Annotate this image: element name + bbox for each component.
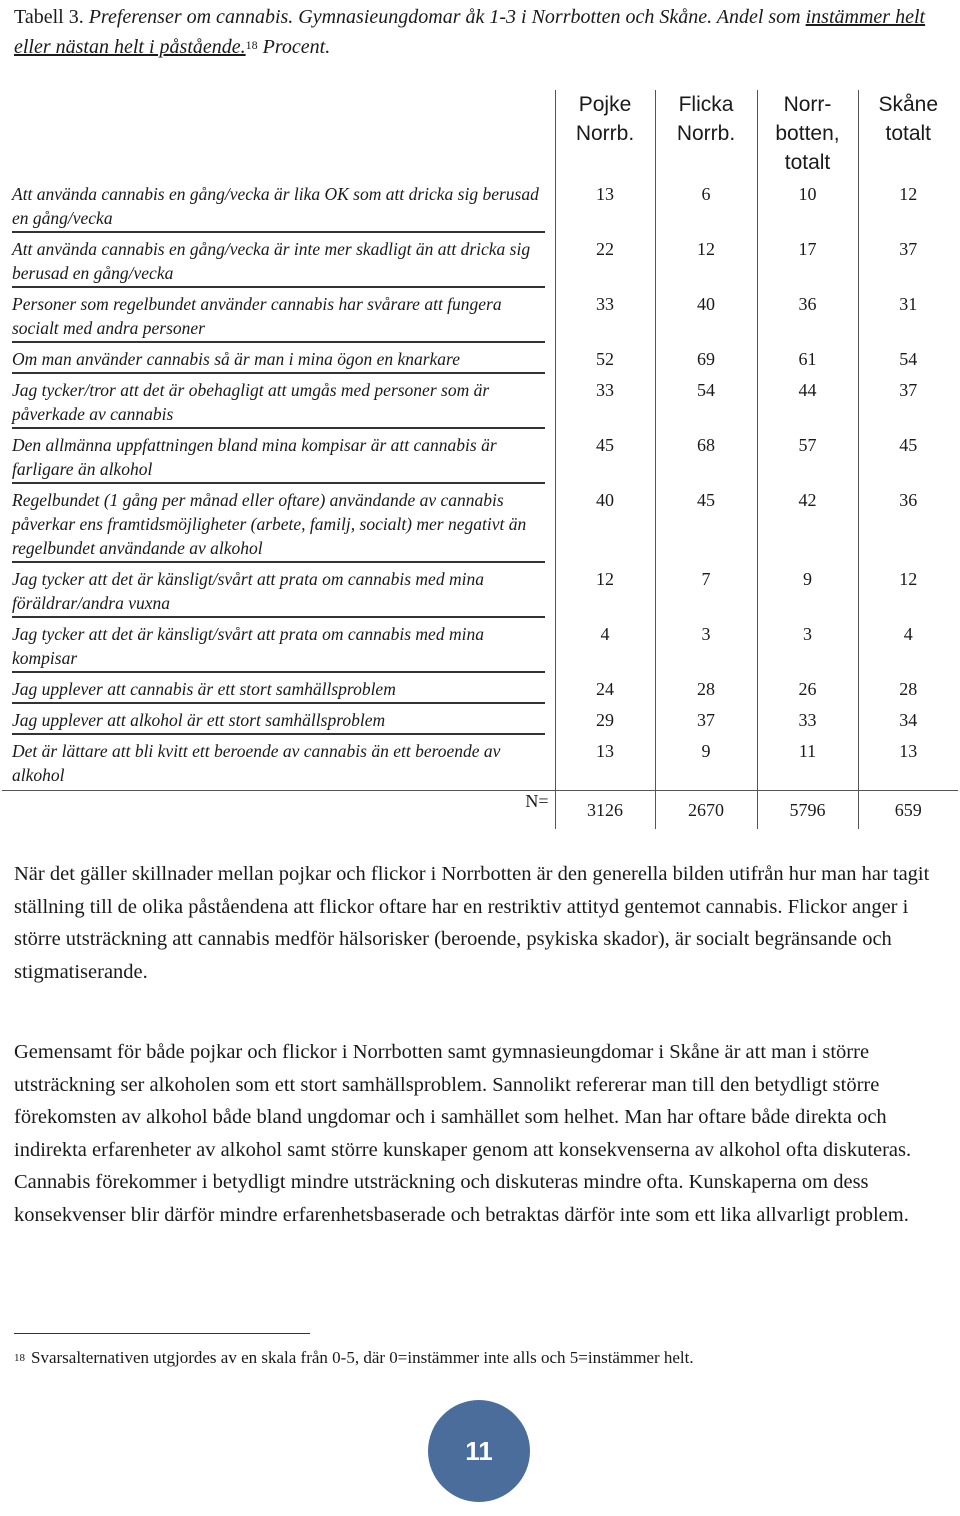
statement-text: Jag tycker att det är känsligt/svårt att prata om cannabis med mina föräldrar/andra vuxna — [12, 567, 545, 618]
value-cell: 57 — [757, 431, 858, 486]
header-line: Pojke — [578, 93, 632, 116]
caption-title: Preferenser om cannabis. Gymnasieungdomar åk 1-3 i Norrbotten och Skåne. Andel som — [88, 6, 806, 28]
caption-footnote-ref: 18 — [245, 38, 258, 52]
value-cell: 54 — [655, 376, 757, 431]
table-row — [2, 345, 958, 376]
table-row — [2, 376, 958, 431]
header-line: totalt — [885, 122, 932, 145]
value-cell: 33 — [757, 706, 858, 737]
table-row — [2, 620, 958, 675]
value-cell: 29 — [555, 706, 655, 737]
value-cell: 13 — [858, 737, 958, 791]
body-paragraph-1: När det gäller skillnader mellan pojkar och flickor i Norrbotten är den generella bilden utifrån hur man har tagit ställning till de olika påståendena att flickor oftare har en restriktiv attityd gentemot cannabis. Flickor anger i större utsträckning att cannabis medför hälsorisker (beroende, psykiska skador), är socialt begränsande och stigmatiserande. — [14, 863, 930, 983]
table-body — [2, 180, 958, 829]
statement-text: Jag tycker att det är känsligt/svårt att prata om cannabis med mina kompisar — [12, 622, 545, 673]
header-blank-cell — [2, 90, 555, 180]
table-header-row — [2, 90, 958, 180]
footnote — [14, 1345, 949, 1371]
statement-text: Att använda cannabis en gång/vecka är inte mer skadligt än att dricka sig berusad en gång/vecka — [12, 237, 545, 288]
statement-cell — [2, 737, 555, 791]
statement-cell — [2, 675, 555, 706]
value-cell: 33 — [555, 290, 655, 345]
page-number: 11 — [465, 1435, 493, 1466]
value-cell: 26 — [757, 675, 858, 706]
statement-cell — [2, 706, 555, 737]
page-number-badge — [428, 1400, 530, 1502]
value-cell: 12 — [858, 565, 958, 620]
value-cell: 7 — [655, 565, 757, 620]
value-cell: 3 — [757, 620, 858, 675]
value-cell: 13 — [555, 737, 655, 791]
preferences-table — [2, 90, 958, 829]
n-value-cell: 659 — [858, 791, 958, 830]
statement-text: Regelbundet (1 gång per månad eller oftare) användande av cannabis påverkar ens framtidsmöjligheter (arbete, familj, socialt) mer negativt än regelbundet användande av alkohol — [12, 488, 545, 563]
header-norrbotten-totalt — [757, 90, 858, 180]
table-row — [2, 180, 958, 235]
value-cell: 69 — [655, 345, 757, 376]
value-cell: 24 — [555, 675, 655, 706]
value-cell: 44 — [757, 376, 858, 431]
value-cell: 37 — [858, 376, 958, 431]
value-cell: 28 — [655, 675, 757, 706]
statement-cell — [2, 565, 555, 620]
footnote-divider — [14, 1333, 310, 1334]
statement-cell — [2, 235, 555, 290]
table-row — [2, 675, 958, 706]
caption-tail: Procent. — [257, 36, 331, 58]
value-cell: 37 — [858, 235, 958, 290]
n-value-cell: 3126 — [555, 791, 655, 830]
value-cell: 68 — [655, 431, 757, 486]
value-cell: 54 — [858, 345, 958, 376]
value-cell: 11 — [757, 737, 858, 791]
statement-text: Att använda cannabis en gång/vecka är lika OK som att dricka sig berusad en gång/vecka — [12, 182, 545, 233]
value-cell: 12 — [555, 565, 655, 620]
value-cell: 28 — [858, 675, 958, 706]
statement-text: Den allmänna uppfattningen bland mina kompisar är att cannabis är farligare än alkohol — [12, 433, 545, 484]
value-cell: 52 — [555, 345, 655, 376]
table-row — [2, 486, 958, 565]
header-flicka-norrb — [655, 90, 757, 180]
value-cell: 36 — [757, 290, 858, 345]
header-skane-totalt — [858, 90, 958, 180]
value-cell: 31 — [858, 290, 958, 345]
table-row — [2, 706, 958, 737]
caption-label: Tabell 3. — [14, 6, 84, 28]
value-cell: 37 — [655, 706, 757, 737]
statement-cell — [2, 180, 555, 235]
header-line: Norrb. — [575, 122, 635, 145]
body-paragraph-2: Gemensamt för både pojkar och flickor i Norrbotten samt gymnasieungdomar i Skåne är att man i större utsträckning ser alkoholen som ett stort samhällsproblem. Sannolikt refererar man till den betydligt större förekomsten av alkohol både bland ungdomar och i samhället som helhet. Man har oftare både direkta och indirekta erfarenheter av alkohol samt större kunskaper genom att konsekvenserna av alkohol ofta diskuteras. Cannabis förekommer i betydligt mindre utsträckning och diskuteras mindre ofta. Kunskaperna om dess konsekvenser blir därför mindre erfarenhetsbaserade och betraktas därför inte som ett lika allvarligt problem. — [14, 1041, 912, 1226]
header-line: Norrb. — [676, 122, 736, 145]
value-cell: 4 — [555, 620, 655, 675]
statement-cell — [2, 431, 555, 486]
value-cell: 61 — [757, 345, 858, 376]
value-cell: 45 — [555, 431, 655, 486]
caption-underlined: instämmer helt eller nästan helt i påstående. — [14, 6, 926, 58]
value-cell: 13 — [555, 180, 655, 235]
table-row — [2, 565, 958, 620]
statement-cell — [2, 290, 555, 345]
n-value-cell: 5796 — [757, 791, 858, 830]
value-cell: 22 — [555, 235, 655, 290]
value-cell: 40 — [555, 486, 655, 565]
value-cell: 9 — [757, 565, 858, 620]
header-line: Flicka — [678, 93, 734, 116]
header-line: botten, — [775, 122, 840, 145]
n-row — [2, 791, 958, 830]
value-cell: 40 — [655, 290, 757, 345]
n-label: N= — [2, 791, 555, 830]
value-cell: 33 — [555, 376, 655, 431]
header-line: Skåne — [878, 93, 939, 116]
value-cell: 42 — [757, 486, 858, 565]
value-cell: 12 — [858, 180, 958, 235]
value-cell: 45 — [655, 486, 757, 565]
footnote-number: 18 — [14, 1352, 25, 1364]
header-line: Norr- — [783, 93, 832, 116]
n-value-cell: 2670 — [655, 791, 757, 830]
statement-text: Det är lättare att bli kvitt ett beroende av cannabis än ett beroende av alkohol — [12, 741, 501, 785]
statement-cell — [2, 620, 555, 675]
table-row — [2, 737, 958, 791]
statement-text: Jag tycker/tror att det är obehagligt att umgås med personer som är påverkade av cannabis — [12, 378, 545, 429]
value-cell: 6 — [655, 180, 757, 235]
statement-cell — [2, 376, 555, 431]
statement-text: Jag upplever att alkohol är ett stort samhällsproblem — [12, 708, 545, 735]
value-cell: 10 — [757, 180, 858, 235]
value-cell: 9 — [655, 737, 757, 791]
header-line: totalt — [784, 151, 831, 174]
value-cell: 12 — [655, 235, 757, 290]
header-pojke-norrb — [555, 90, 655, 180]
value-cell: 45 — [858, 431, 958, 486]
statement-text: Om man använder cannabis så är man i mina ögon en knarkare — [12, 347, 545, 374]
value-cell: 36 — [858, 486, 958, 565]
statement-text: Personer som regelbundet använder cannabis har svårare att fungera socialt med andra personer — [12, 292, 545, 343]
footnote-text: Svarsalternativen utgjordes av en skala från 0-5, där 0=instämmer inte alls och 5=instämmer helt. — [31, 1348, 694, 1367]
value-cell: 34 — [858, 706, 958, 737]
table-caption — [14, 2, 944, 62]
table-row — [2, 431, 958, 486]
table-row — [2, 290, 958, 345]
statement-cell — [2, 345, 555, 376]
value-cell: 4 — [858, 620, 958, 675]
statement-cell — [2, 486, 555, 565]
value-cell: 17 — [757, 235, 858, 290]
value-cell: 3 — [655, 620, 757, 675]
statement-text: Jag upplever att cannabis är ett stort samhällsproblem — [12, 677, 545, 704]
table-row — [2, 235, 958, 290]
